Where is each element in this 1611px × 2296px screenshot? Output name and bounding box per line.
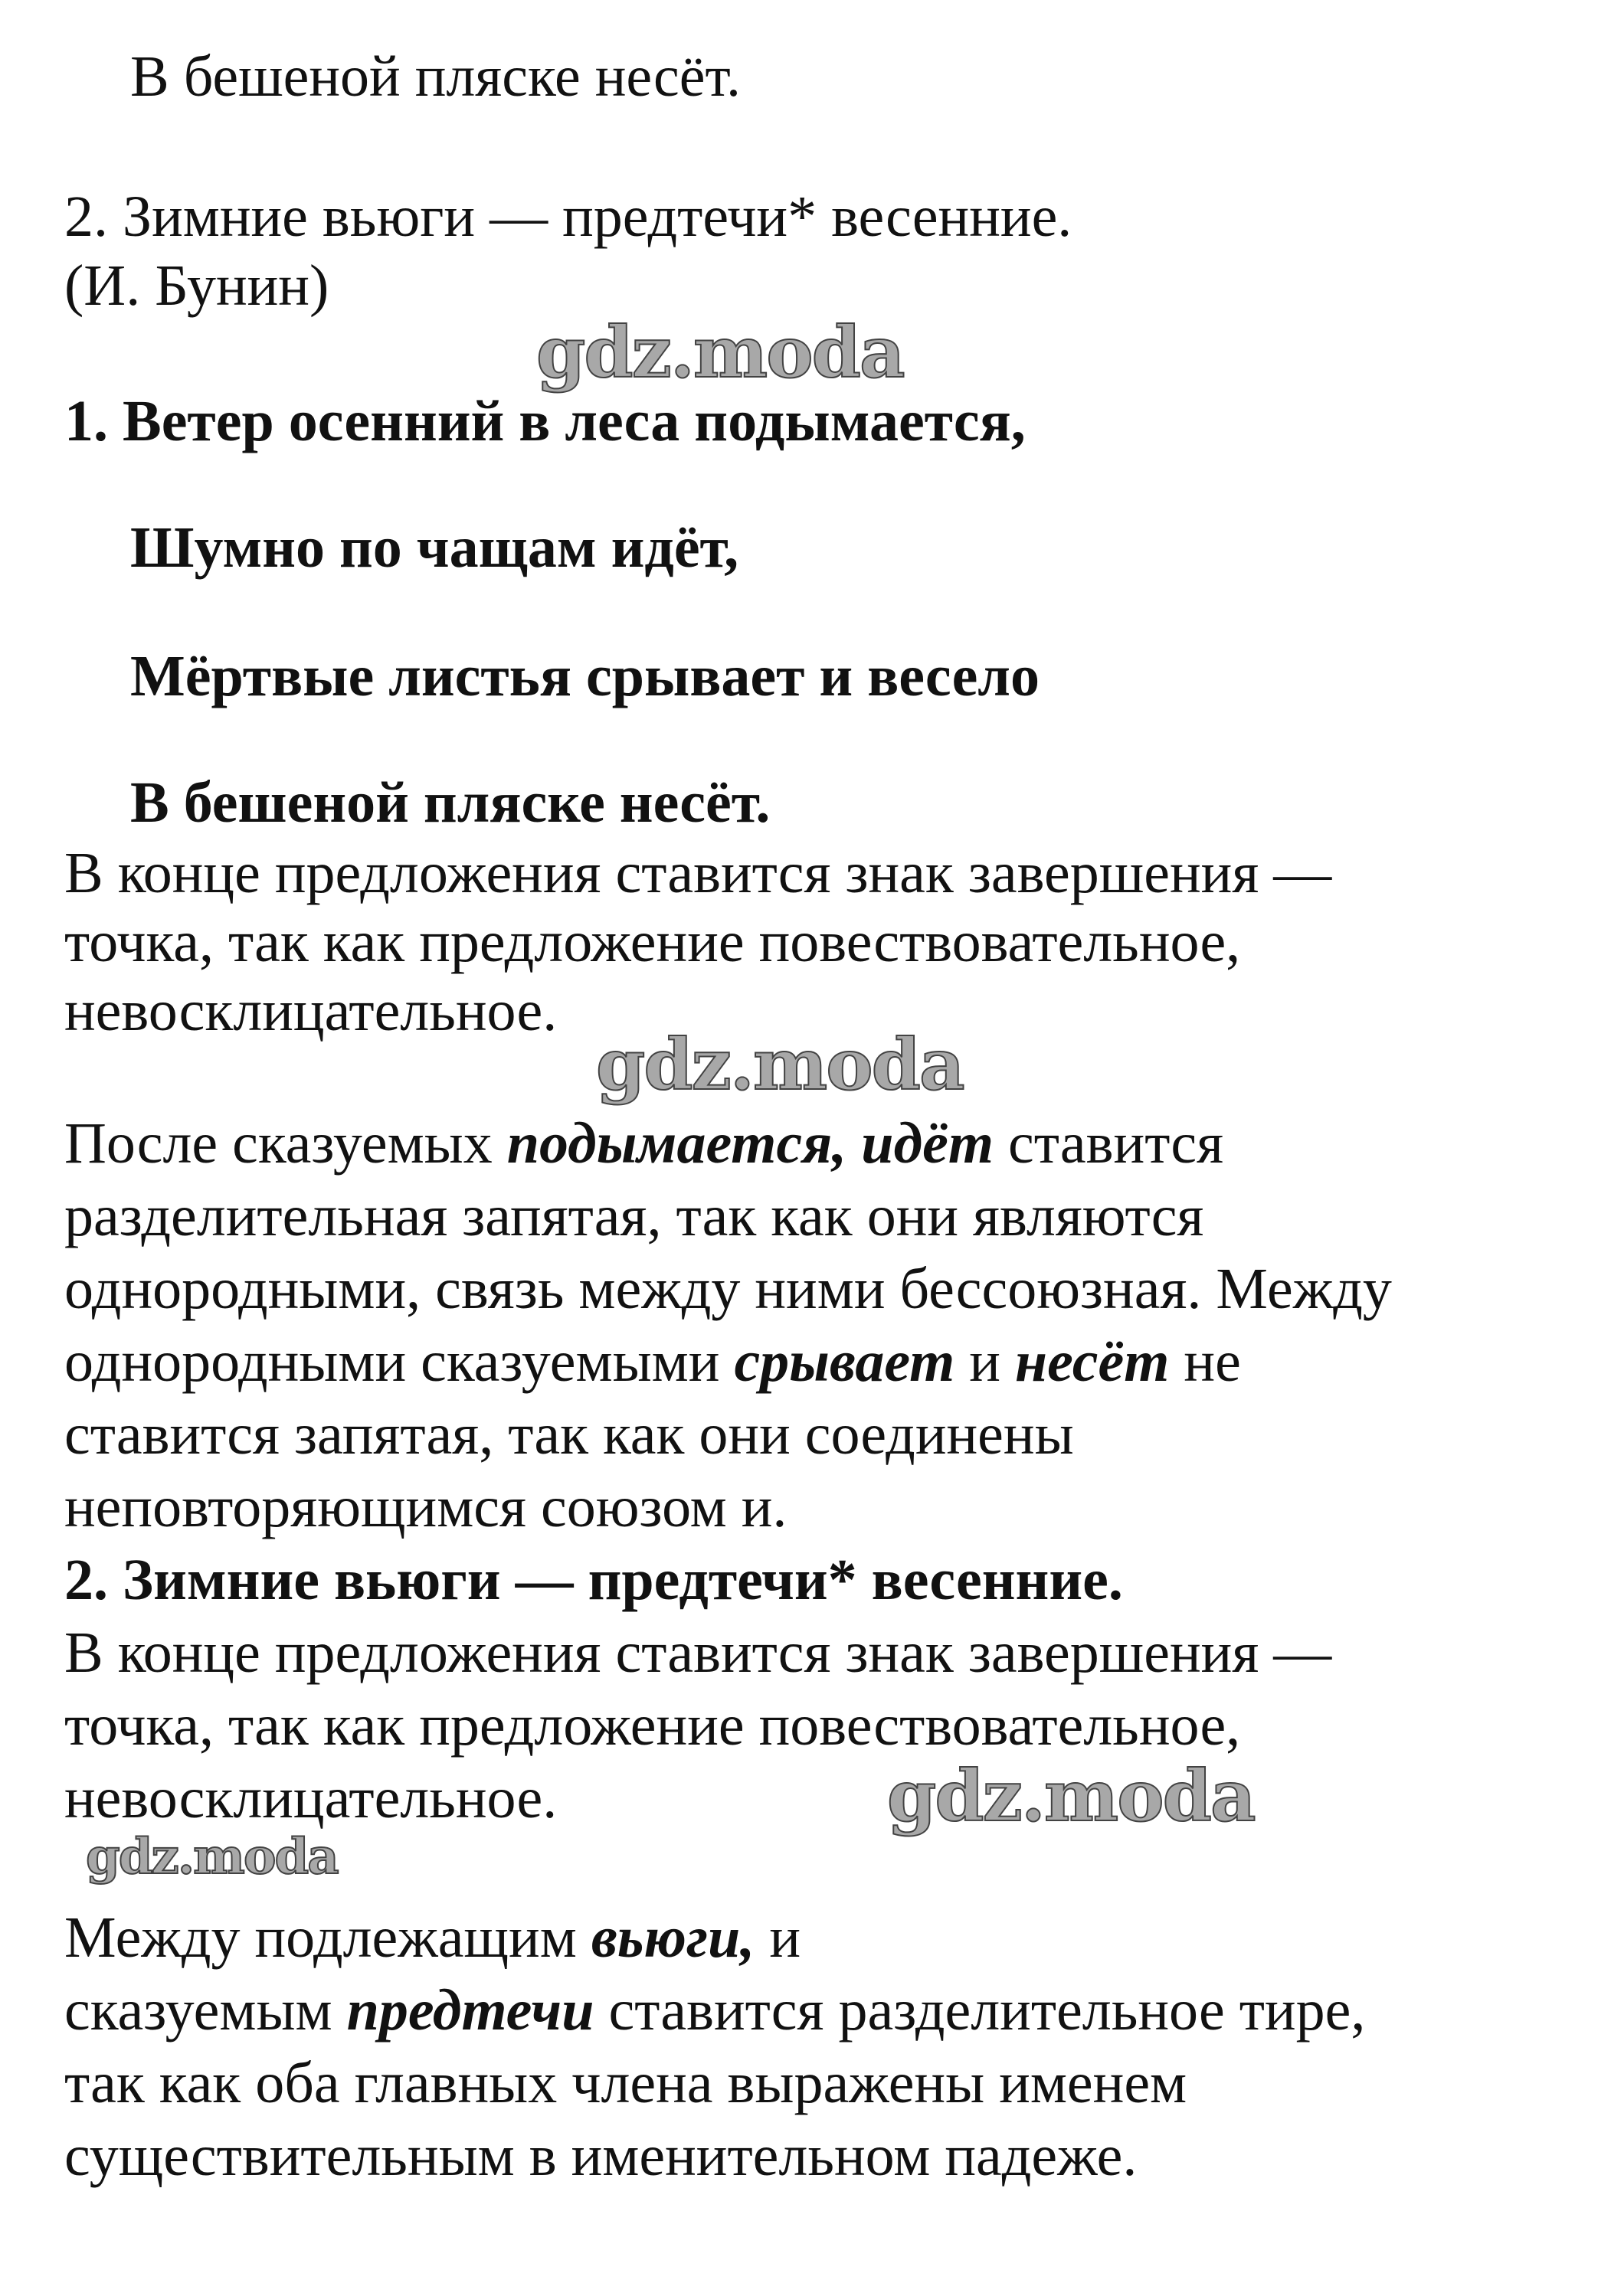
- explain-1-para-line-3: однородными, связь между ними бессоюзная. Между: [64, 1257, 1392, 1321]
- explain-2-end-line-3: невосклицательное.: [64, 1766, 558, 1830]
- poem-2-heading: 2. Зимние вьюги — предтечи* весенние.: [64, 185, 1072, 249]
- explain-2-end-line-1: В конце предложения ставится знак завершения —: [64, 1621, 1332, 1685]
- poem-1-line-1: 1. Ветер осенний в леса подымается,: [64, 389, 1026, 453]
- poem-prev-line: В бешеной пляске несёт.: [130, 44, 741, 109]
- text-run: ставится разделительное тире,: [594, 1978, 1366, 2043]
- text-run: После сказуемых: [64, 1111, 507, 1176]
- explain-1-para-line-5: ставится запятая, так как они соединены: [64, 1402, 1074, 1467]
- highlight-word: подымается, идёт: [506, 1111, 994, 1176]
- text-run: и: [954, 1330, 1015, 1394]
- explain-2-para-line-1: [64, 1903, 801, 1972]
- text-run: ставится: [994, 1111, 1224, 1176]
- explain-1-end-line-2: точка, так как предложение повествовательное,: [64, 910, 1241, 974]
- explain-1-para-line-4: [64, 1327, 1241, 1396]
- poem-2-line-1: 2. Зимние вьюги — предтечи* весенние.: [64, 1548, 1123, 1612]
- explain-1-end-line-1: В конце предложения ставится знак завершения —: [64, 841, 1332, 905]
- watermark: gdz.moda: [596, 1023, 964, 1106]
- watermark: gdz.moda: [536, 311, 904, 394]
- highlight-word: срывает: [734, 1330, 955, 1394]
- text-run: и: [755, 1905, 801, 1970]
- poem-1-line-4: В бешеной пляске несёт.: [130, 770, 771, 835]
- text-run: однородными сказуемыми: [64, 1330, 735, 1394]
- explain-1-para-line-1: [64, 1109, 1223, 1178]
- highlight-word: вьюги,: [591, 1905, 755, 1970]
- poem-1-line-3: Мёртвые листья срывает и весело: [130, 644, 1040, 708]
- watermark: gdz.moda: [887, 1755, 1255, 1837]
- watermark: gdz.moda: [86, 1828, 338, 1886]
- explain-1-para-line-2: разделительная запятая, так как они являются: [64, 1184, 1204, 1248]
- explain-1-para-line-6: неповторяющимся союзом и.: [64, 1475, 787, 1539]
- text-run: не: [1169, 1330, 1241, 1394]
- highlight-word: несёт: [1014, 1330, 1170, 1394]
- text-run: Между подлежащим: [64, 1905, 591, 1970]
- highlight-word: предтечи: [346, 1978, 594, 2043]
- explain-2-para-line-4: существительным в именительном падеже.: [64, 2124, 1138, 2188]
- poem-1-line-2: Шумно по чащам идёт,: [130, 515, 739, 580]
- poem-author: (И. Бунин): [64, 253, 329, 318]
- explain-2-para-line-2: [64, 1976, 1365, 2045]
- explain-1-end-line-3: невосклицательное.: [64, 979, 558, 1043]
- explain-2-para-line-3: так как оба главных члена выражены именем: [64, 2051, 1187, 2115]
- text-run: сказуемым: [64, 1978, 347, 2043]
- explain-2-end-line-2: точка, так как предложение повествовательное,: [64, 1693, 1241, 1758]
